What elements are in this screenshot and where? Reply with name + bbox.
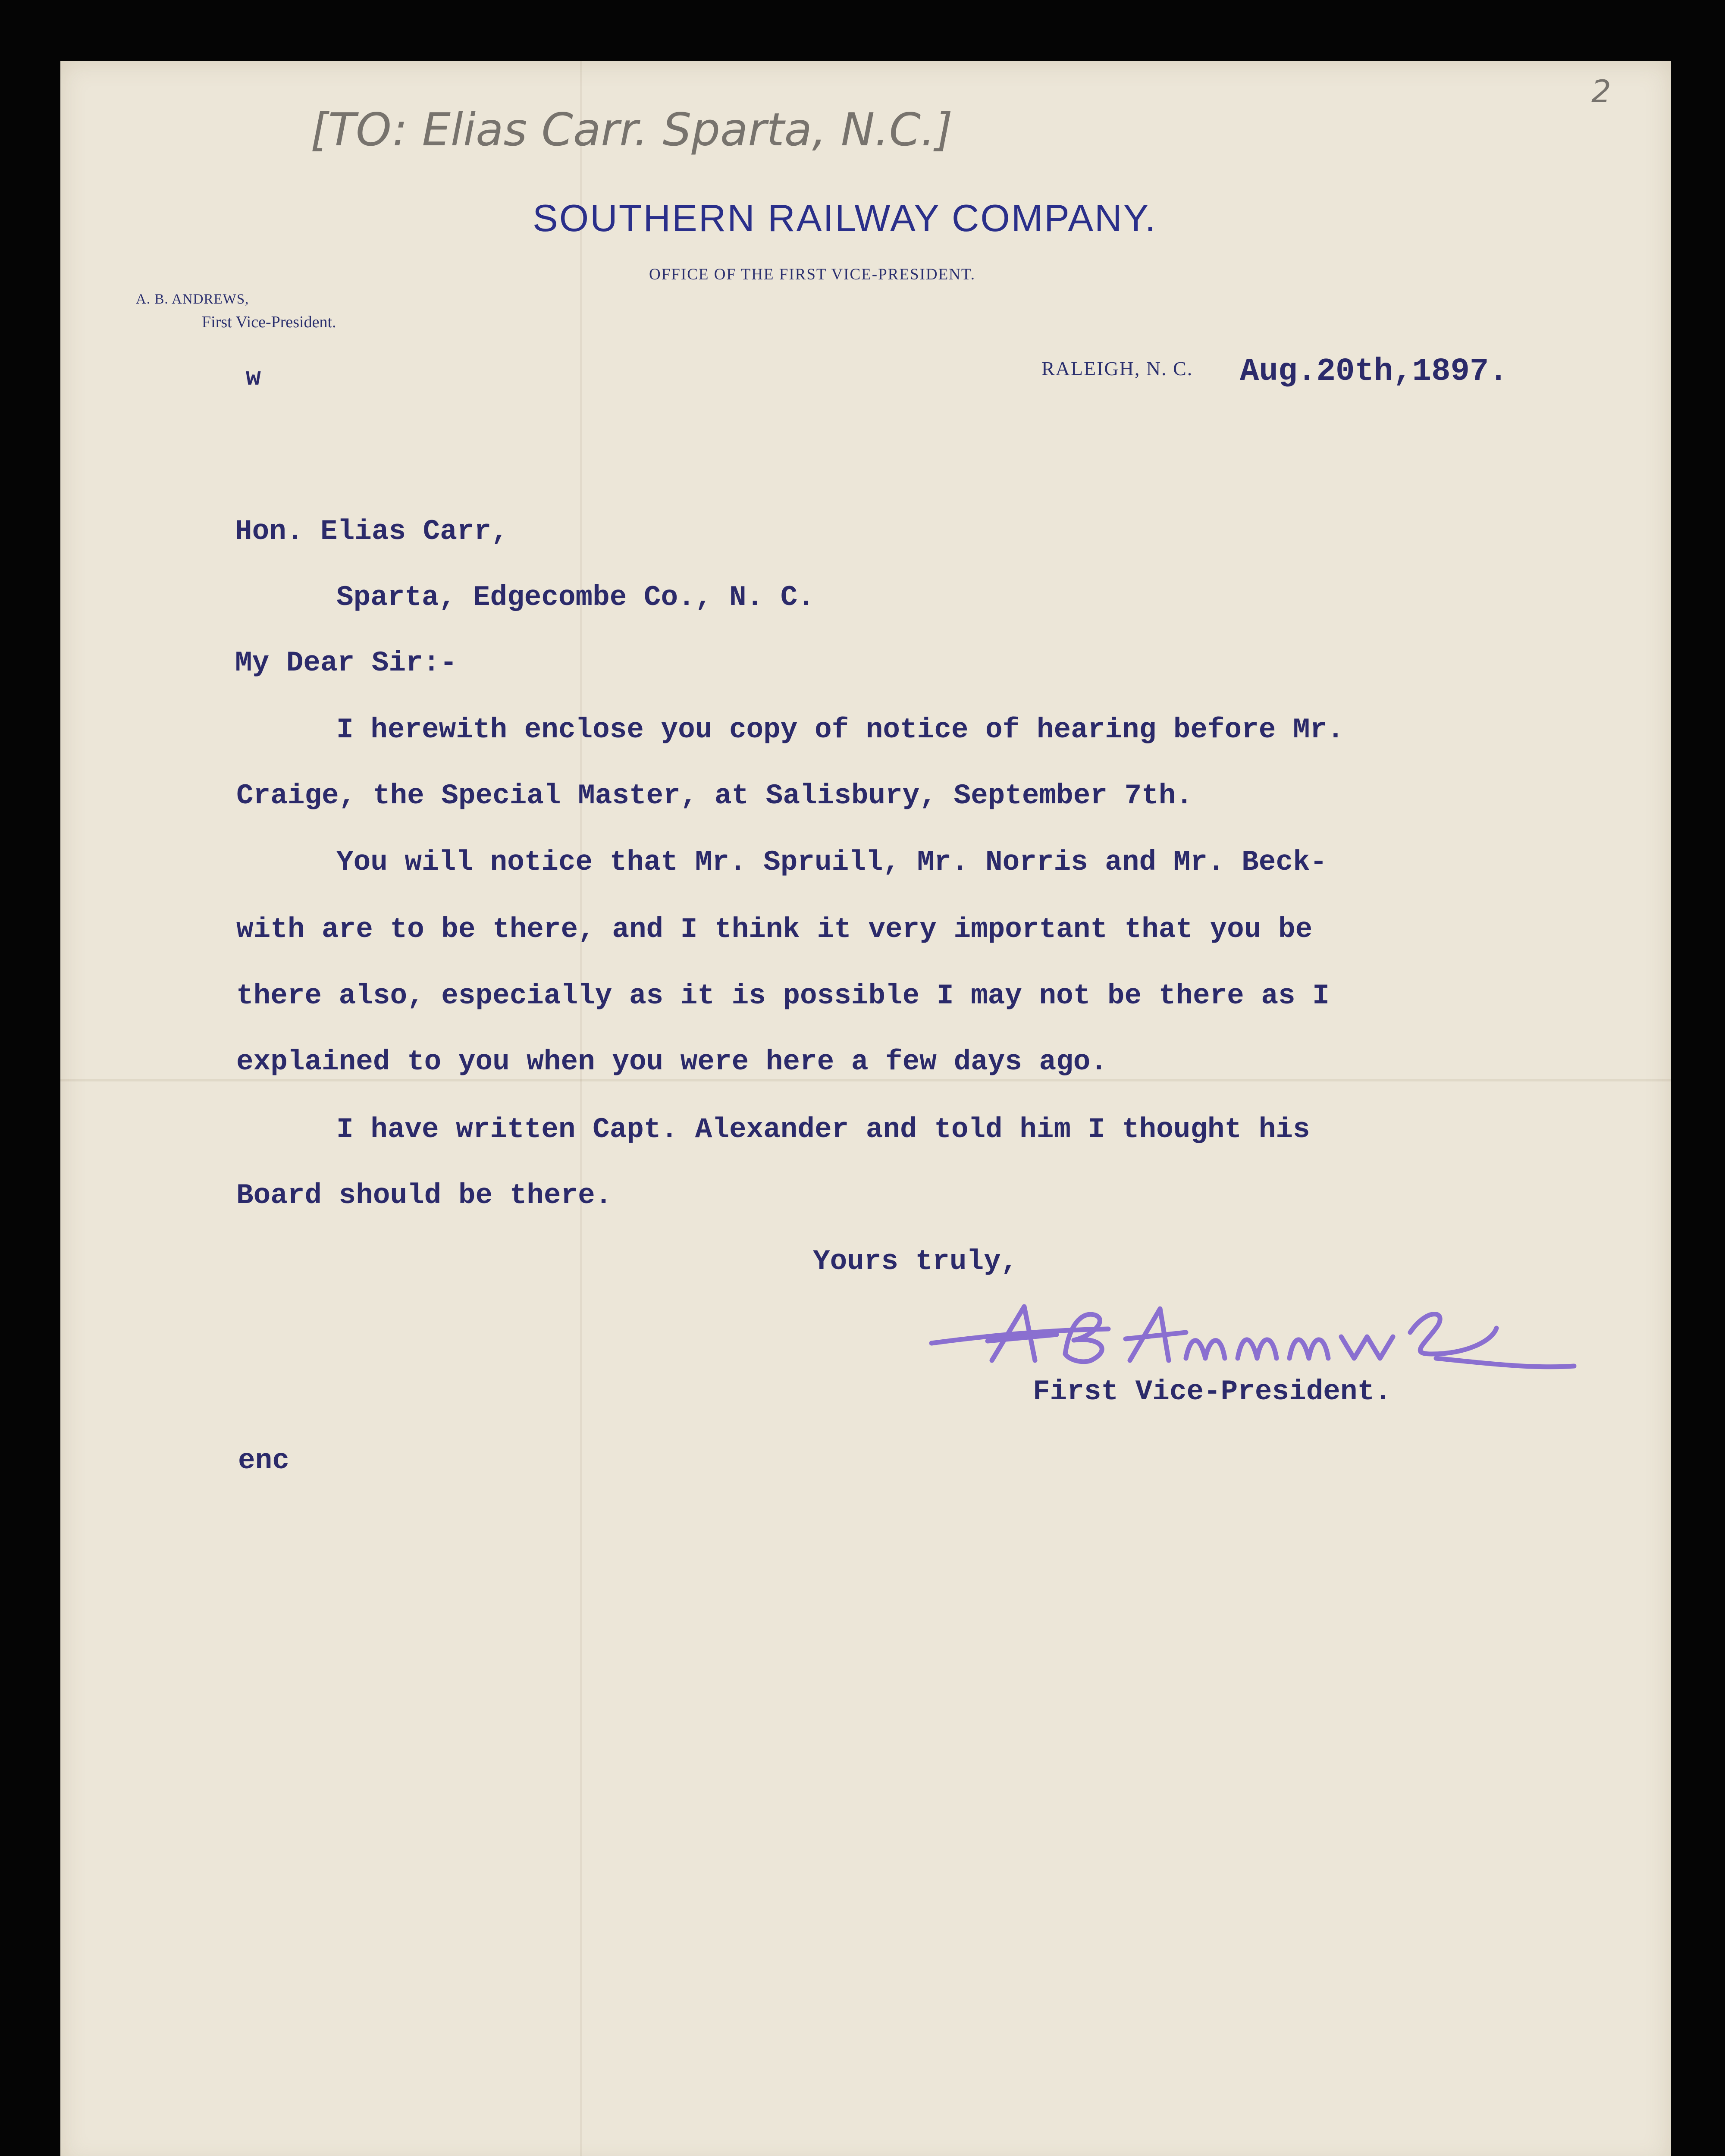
fold-line-horizontal [60,1079,1671,1081]
addressee-place: Sparta, Edgecombe Co., N. C. [336,581,815,614]
body-line: I herewith enclose you copy of notice of hearing before Mr. [336,714,1344,746]
company-name: SOUTHERN RAILWAY COMPANY. [533,197,1157,239]
officer-title: First Vice-President. [202,313,336,331]
office-subtitle: OFFICE OF THE FIRST VICE-PRESIDENT. [649,266,975,283]
pencil-note: [TO: Elias Carr. Sparta, N.C.] [310,103,953,156]
body-line: You will notice that Mr. Spruill, Mr. Norris and Mr. Beck- [336,846,1327,878]
body-line: I have written Capt. Alexander and told him I thought his [336,1113,1310,1146]
letter-date: Aug.20th,1897. [1240,354,1508,390]
body-line: Craige, the Special Master, at Salisbury, September 7th. [236,780,1193,812]
letterhead-place: RALEIGH, N. C. [1041,357,1193,379]
body-line: there also, especially as it is possible I may not be there as I [236,980,1330,1012]
body-line: explained to you when you were here a few days ago. [236,1046,1107,1078]
enclosure-note: enc [238,1445,289,1477]
fold-line-vertical [580,61,582,2156]
signer-title: First Vice-President. [1033,1376,1392,1408]
page-number: 2 [1591,73,1611,110]
body-line: with are to be there, and I think it very important that you be [236,913,1313,946]
signature [927,1289,1600,1376]
addressee-name: Hon. Elias Carr, [235,515,508,548]
salutation: My Dear Sir:- [235,647,457,679]
body-line: Board should be there. [236,1179,612,1212]
reference-mark: w [246,364,261,392]
officer-name: A. B. ANDREWS, [136,291,249,307]
closing: Yours truly, [813,1245,1018,1278]
